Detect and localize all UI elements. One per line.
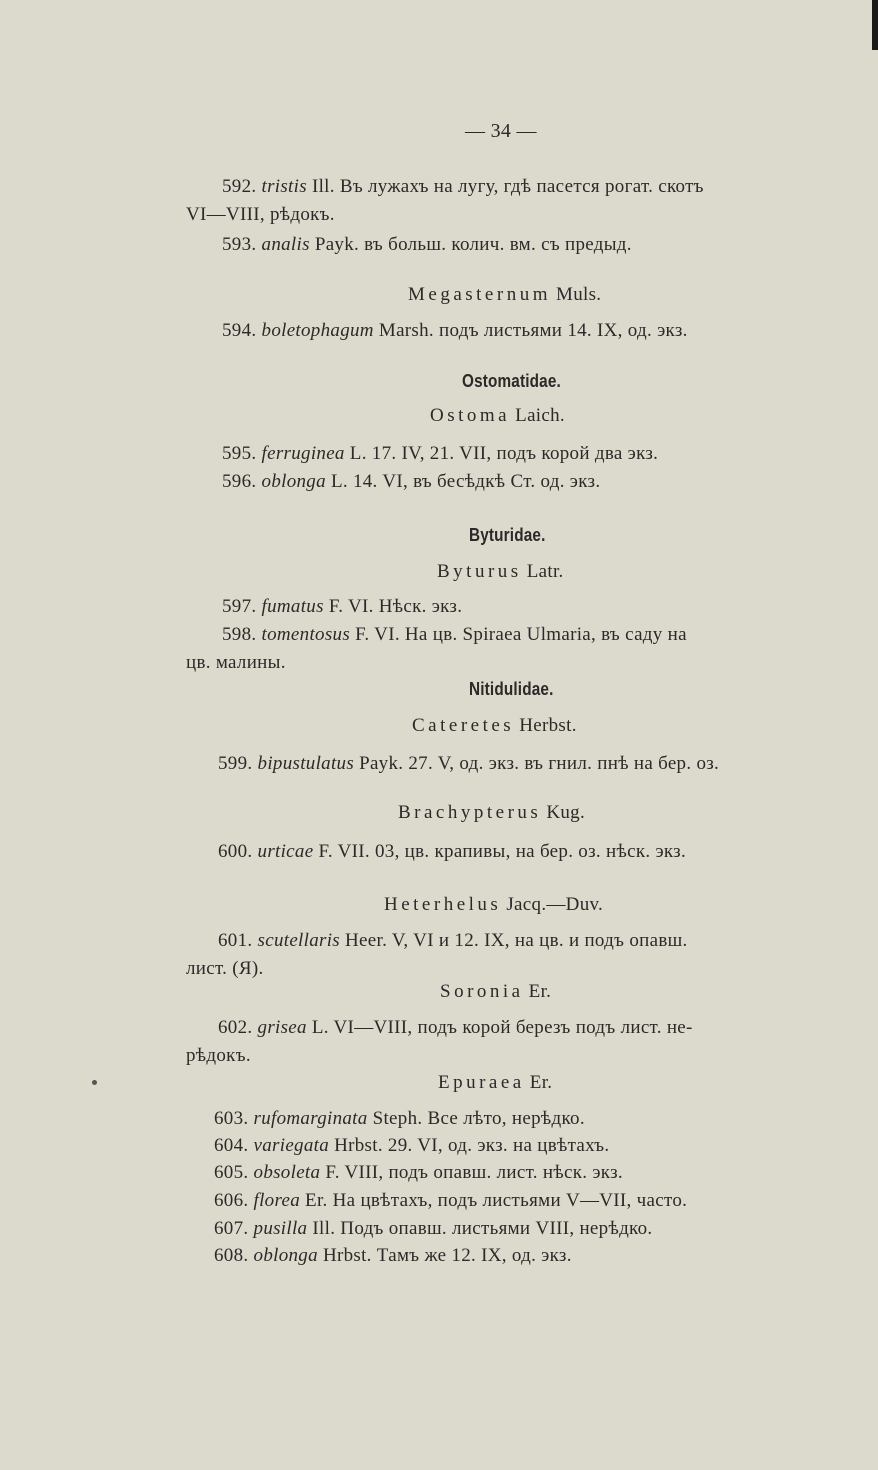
- entry-text: F. VII. 03, цв. крапивы, на бер. оз. нѣск. экз.: [313, 841, 687, 862]
- entry-592: [222, 176, 704, 198]
- genus-heading: [408, 284, 601, 306]
- entry-number: 594.: [222, 320, 257, 341]
- entry-595: [222, 443, 658, 465]
- entry-number: 598.: [222, 624, 257, 645]
- species-name: pusilla: [253, 1218, 308, 1239]
- entry-text: F. VI. На цв. Spiraea Ulmaria, въ саду на: [350, 624, 687, 645]
- species-name: tomentosus: [261, 624, 351, 645]
- genus-heading: [412, 715, 577, 737]
- entry-599: [218, 753, 719, 775]
- entry-text: Marsh. подъ листьями 14. IX, од. экз.: [373, 320, 688, 341]
- species-name: variegata: [253, 1135, 330, 1156]
- genus-name: Epuraea: [438, 1072, 525, 1093]
- entry-text: L. 14. VI, въ бесѣдкѣ Ст. од. экз.: [325, 471, 601, 492]
- entry-text: Hrbst. Тамъ же 12. IX, од. экз.: [317, 1245, 572, 1266]
- entry-text: Payk. въ больш. колич. вм. съ предыд.: [309, 234, 632, 255]
- entry-605: [214, 1162, 623, 1184]
- genus-name: Cateretes: [412, 715, 515, 736]
- entry-text: Er. На цвѣтахъ, подъ листьями V—VII, часто.: [300, 1190, 688, 1211]
- entry-602: [218, 1017, 693, 1039]
- entry-number: 603.: [214, 1108, 249, 1129]
- genus-author: Muls.: [550, 284, 602, 305]
- species-name: oblonga: [261, 471, 326, 492]
- entry-number: 605.: [214, 1162, 249, 1183]
- entry-text: F. VIII, подъ опавш. лист. нѣск. экз.: [320, 1162, 623, 1183]
- entry-number: 606.: [214, 1190, 249, 1211]
- entry-602-cont: рѣдокъ.: [186, 1045, 251, 1066]
- entry-601-cont: лист. (Я).: [186, 958, 264, 979]
- genus-heading: [440, 981, 551, 1003]
- entry-number: 602.: [218, 1017, 253, 1038]
- genus-author: Latr.: [521, 561, 564, 582]
- entry-number: 597.: [222, 596, 257, 617]
- entry-number: 607.: [214, 1218, 249, 1239]
- species-name: tristis: [261, 176, 307, 197]
- species-name: ferruginea: [261, 443, 345, 464]
- entry-593: [222, 234, 632, 256]
- species-name: florea: [253, 1190, 300, 1211]
- entry-number: 599.: [218, 753, 253, 774]
- genus-name: Megasternum: [408, 284, 551, 305]
- entry-number: 596.: [222, 471, 257, 492]
- entry-text: F. VI. Нѣск. экз.: [323, 596, 463, 617]
- entry-597: [222, 596, 462, 618]
- entry-number: 595.: [222, 443, 257, 464]
- species-name: analis: [261, 234, 310, 255]
- species-name: urticae: [257, 841, 314, 862]
- entry-text: Payk. 27. V, од. экз. въ гнил. пнѣ на бер. оз.: [354, 753, 720, 774]
- genus-author: Er.: [523, 981, 552, 1002]
- genus-author: Er.: [524, 1072, 553, 1093]
- page-number: — 34 —: [465, 120, 537, 142]
- entry-601: [218, 930, 688, 952]
- ink-speck: [92, 1080, 97, 1085]
- species-name: bipustulatus: [257, 753, 355, 774]
- entry-603: [214, 1108, 585, 1130]
- family-heading: Nitidulidae.: [469, 679, 554, 699]
- entry-600: [218, 841, 686, 863]
- species-name: obsoleta: [253, 1162, 321, 1183]
- entry-604: [214, 1135, 609, 1157]
- genus-author: Laich.: [510, 405, 565, 426]
- genus-author: Jacq.—Duv.: [501, 894, 604, 915]
- genus-name: Byturus: [437, 561, 522, 582]
- entry-number: 601.: [218, 930, 253, 951]
- entry-608: [214, 1245, 572, 1267]
- genus-name: Ostoma: [430, 405, 511, 426]
- entry-592-cont: VI—VIII, рѣдокъ.: [186, 204, 335, 225]
- family-heading: Byturidae.: [469, 525, 546, 545]
- entry-598-cont: цв. малины.: [186, 652, 286, 673]
- family-heading: Ostomatidae.: [462, 371, 561, 391]
- genus-heading: [437, 561, 564, 583]
- genus-name: Brachypterus: [398, 802, 542, 823]
- genus-author: Kug.: [541, 802, 586, 823]
- entry-text: Hrbst. 29. VI, од. экз. на цвѣтахъ.: [329, 1135, 610, 1156]
- entry-number: 608.: [214, 1245, 249, 1266]
- entry-number: 592.: [222, 176, 257, 197]
- genus-name: Heterhelus: [384, 894, 502, 915]
- entry-596: [222, 471, 600, 493]
- entry-text: Ill. Въ лужахъ на лугу, гдѣ пасется рогат. скотъ: [306, 176, 704, 197]
- entry-594: [222, 320, 688, 342]
- entry-number: 600.: [218, 841, 253, 862]
- entry-number: 593.: [222, 234, 257, 255]
- genus-heading: [430, 405, 565, 427]
- entry-607: [214, 1218, 652, 1240]
- page-edge: [872, 0, 878, 50]
- species-name: scutellaris: [257, 930, 340, 951]
- species-name: oblonga: [253, 1245, 318, 1266]
- species-name: boletophagum: [261, 320, 374, 341]
- genus-heading: [398, 802, 585, 824]
- species-name: rufomarginata: [253, 1108, 368, 1129]
- species-name: grisea: [257, 1017, 307, 1038]
- entry-598: [222, 624, 687, 646]
- entry-number: 604.: [214, 1135, 249, 1156]
- genus-heading: [384, 894, 603, 916]
- entry-text: L. VI—VIII, подъ корой березъ подъ лист. не-: [306, 1017, 693, 1038]
- entry-606: [214, 1190, 687, 1212]
- entry-text: Heer. V, VI и 12. IX, на цв. и подъ опавш.: [339, 930, 688, 951]
- entry-text: Steph. Все лѣто, нерѣдко.: [367, 1108, 585, 1129]
- genus-name: Soronia: [440, 981, 524, 1002]
- entry-text: Ill. Подъ опавш. листьями VIII, нерѣдко.: [307, 1218, 653, 1239]
- genus-heading: [438, 1072, 552, 1094]
- entry-text: L. 17. IV, 21. VII, подъ корой два экз.: [344, 443, 659, 464]
- genus-author: Herbst.: [514, 715, 577, 736]
- species-name: fumatus: [261, 596, 324, 617]
